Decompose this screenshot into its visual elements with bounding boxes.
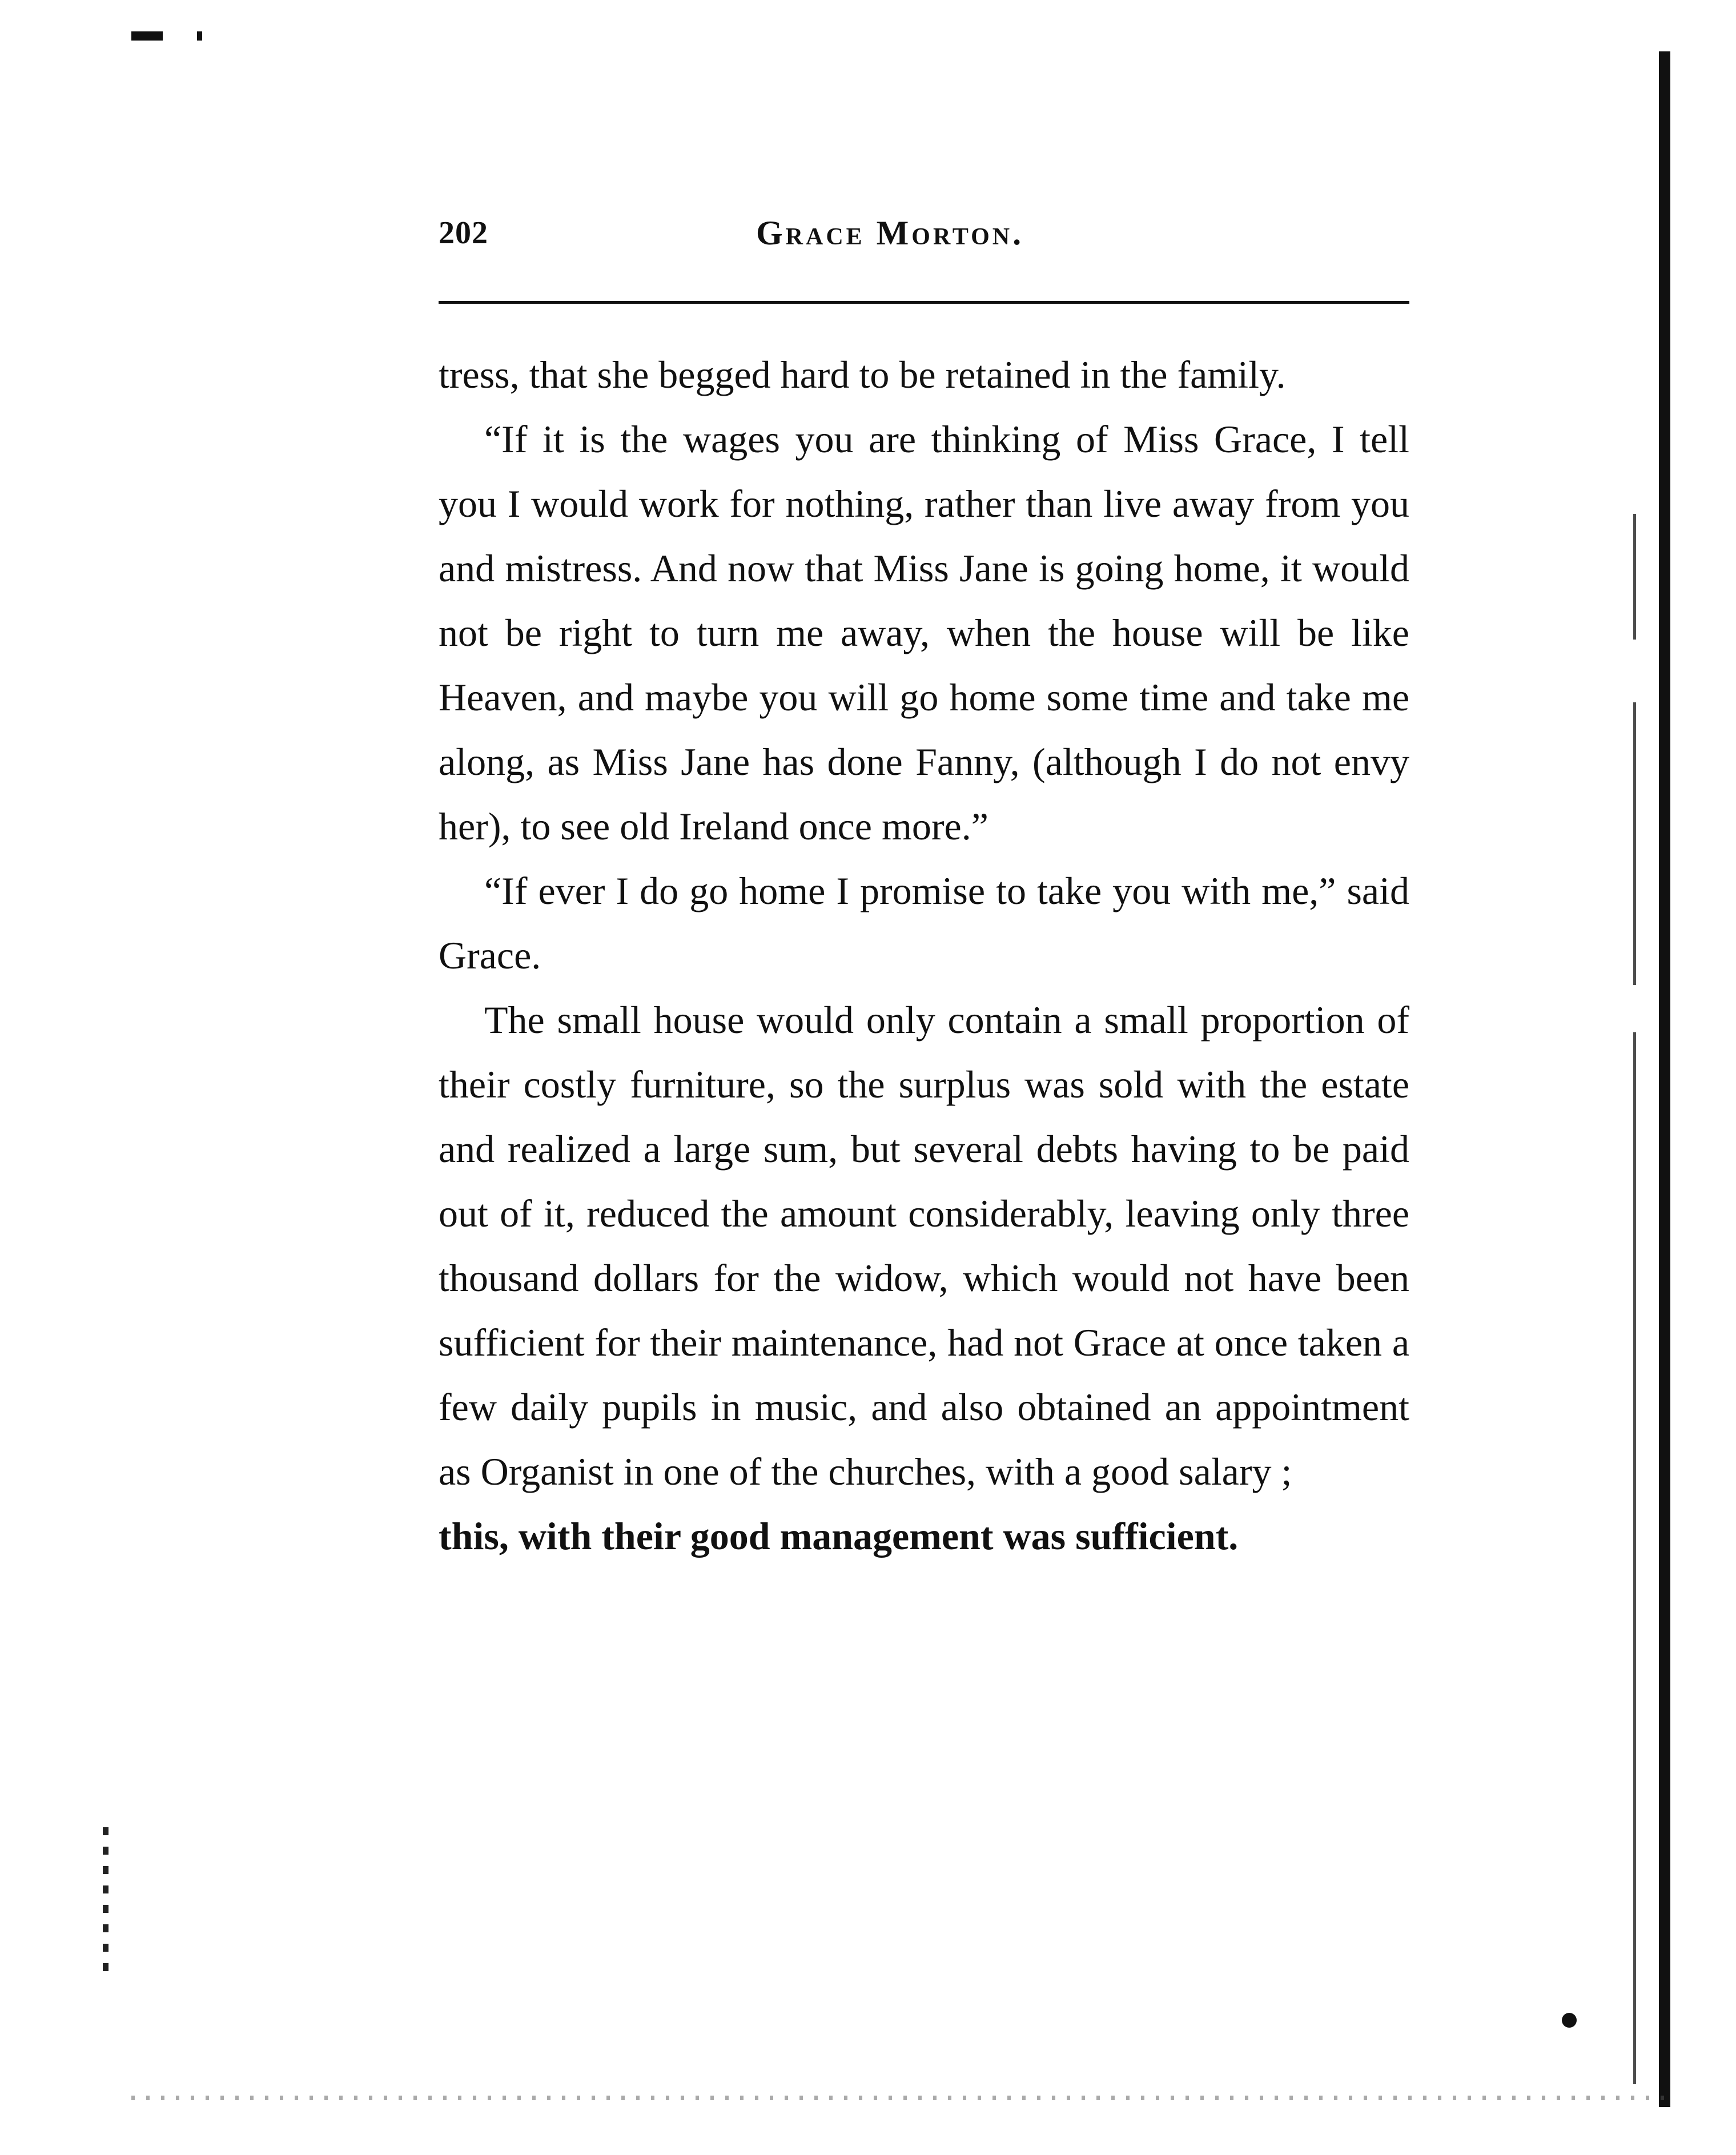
- scan-edge-shadow: [1659, 51, 1670, 2107]
- scan-artifact-dot: [1562, 2013, 1577, 2028]
- page-number: 202: [439, 215, 488, 251]
- running-header: [439, 210, 1409, 256]
- body-text: [439, 343, 1409, 1569]
- paragraph: “If ever I do go home I promise to take you with me,” said Grace.: [439, 869, 1409, 977]
- paragraph: The small house would only contain a small proportion of their costly furniture, so the surplus was sold with the estate and realized a large sum, but several debts having to be paid out of it, reduced the amount considerably, leaving only three thousand dollars for the widow, which would not have been sufficient for their maintenance, had not Grace at once taken a few daily pupils in music, and also obtained an appointment as Organist in one of the churches, with a good salary ;: [439, 998, 1409, 1493]
- scan-artifact-noise: [131, 2096, 1673, 2100]
- paragraph: tress, that she begged hard to be retained in the family.: [439, 353, 1286, 396]
- scan-artifact-noise: [103, 1827, 108, 1976]
- header-rule: [439, 301, 1409, 304]
- running-title: Grace Morton.: [756, 214, 1024, 252]
- paragraph: this, with their good management was sufficient.: [439, 1514, 1239, 1558]
- scan-edge-shadow: [1633, 514, 1636, 2084]
- scan-artifact-mark: [131, 31, 163, 41]
- paragraph: “If it is the wages you are thinking of Miss Grace, I tell you I would work for nothing, rather than live away from you and mistress. And now that Miss Jane is going home, it would not be right to turn me away, when the house will be like Heaven, and maybe you will go home some time and take me along, as Miss Jane has done Fanny, (although I do not envy her), to see old Ireland once more.”: [439, 417, 1409, 848]
- scan-artifact-mark: [197, 31, 202, 41]
